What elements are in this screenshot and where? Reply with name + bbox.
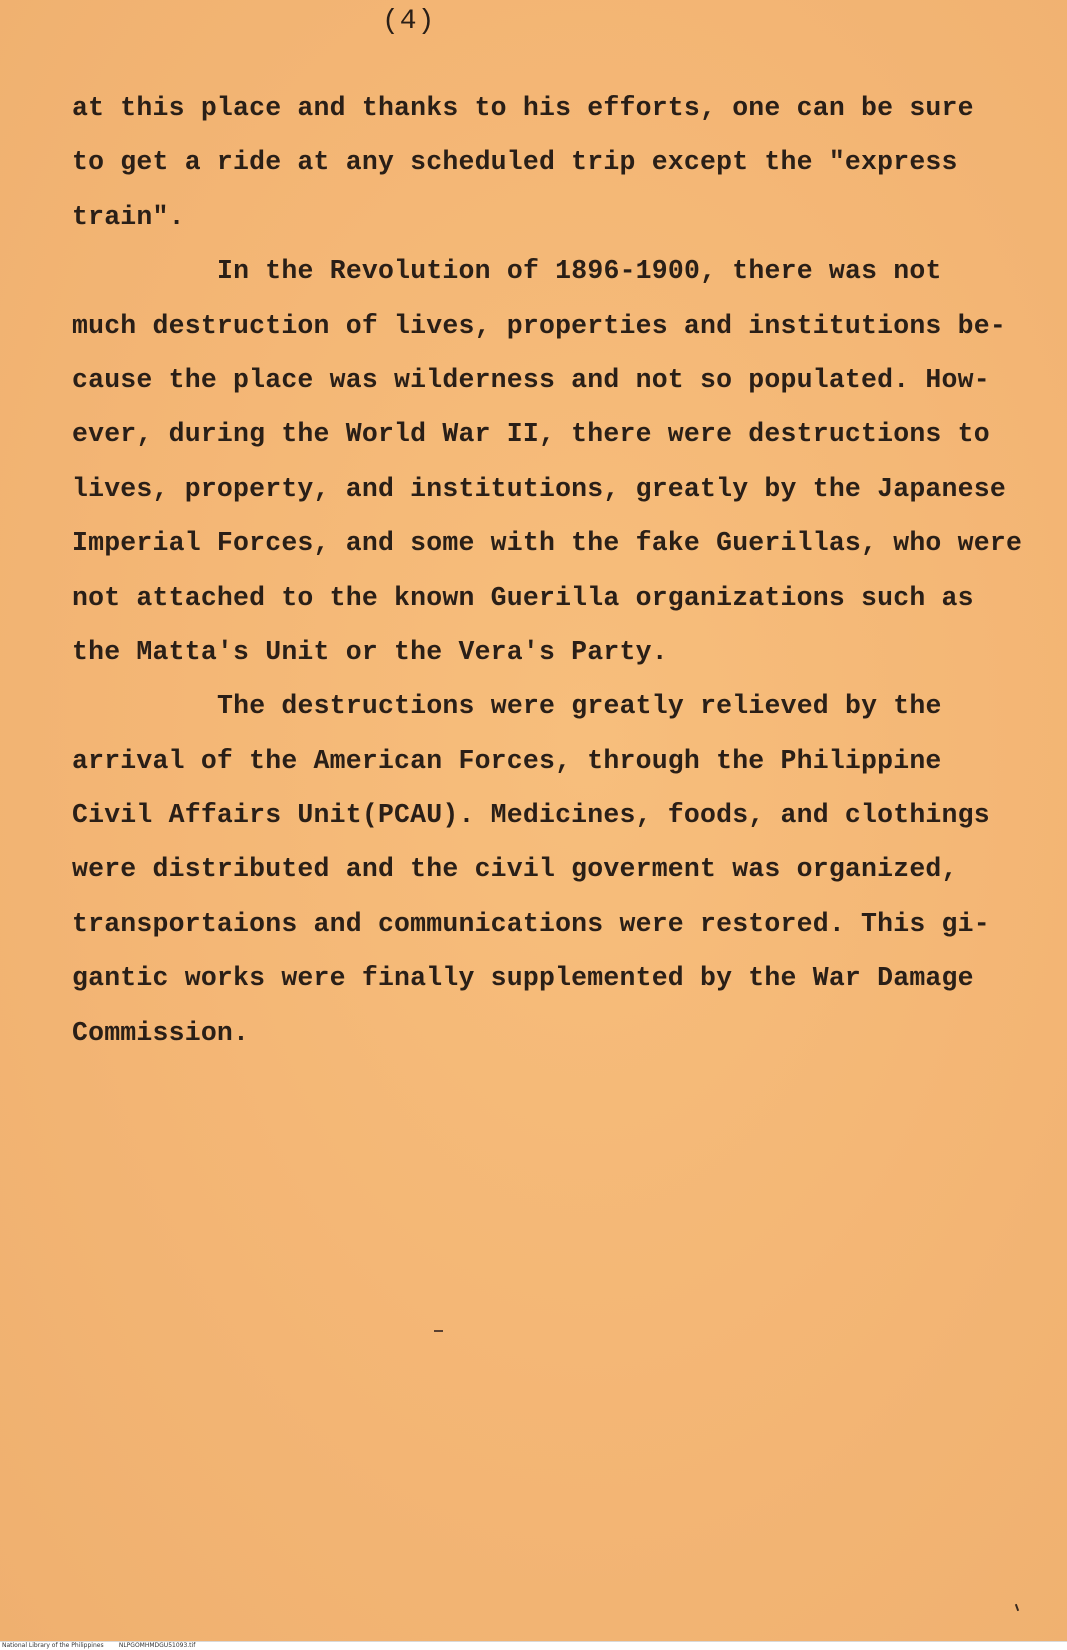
footer-caption	[2, 1642, 195, 1650]
text-line: the Matta's Unit or the Vera's Party.	[72, 636, 668, 667]
text-line: ever, during the World War II, there were destructions to	[72, 419, 990, 450]
text-line: cause the place was wilderness and not so populated. How-	[72, 364, 990, 395]
typed-body	[72, 81, 1032, 1060]
text-line: The destructions were greatly relieved by the	[217, 691, 942, 722]
text-line: In the Revolution of 1896-1900, there was not	[217, 256, 942, 287]
text-line: train".	[72, 201, 185, 232]
page-number: (4)	[382, 6, 436, 37]
text-line: Imperial Forces, and some with the fake Guerillas, who were	[72, 528, 1023, 559]
text-line: transportaions and communications were restored. This gi-	[72, 908, 990, 939]
text-line: not attached to the known Guerilla organizations such as	[72, 582, 974, 613]
stray-mark	[434, 1330, 443, 1332]
footer-archive: National Library of the Philippines	[2, 1642, 104, 1649]
text-line: were distributed and the civil goverment was organized,	[72, 854, 958, 885]
scan-footer	[0, 1641, 1067, 1650]
text-line: lives, property, and institutions, greatly by the Japanese	[72, 473, 1006, 504]
footer-file-id: NLPGOMHMDGU51093.tif	[118, 1642, 196, 1649]
text-line: arrival of the American Forces, through the Philippine	[72, 745, 942, 776]
text-line: to get a ride at any scheduled trip except the "express	[72, 147, 958, 178]
stray-mark	[1015, 1604, 1019, 1611]
text-line: much destruction of lives, properties and institutions be-	[72, 310, 1006, 341]
text-line: Civil Affairs Unit(PCAU). Medicines, foods, and clothings	[72, 800, 990, 831]
text-line: at this place and thanks to his efforts, one can be sure	[72, 93, 974, 123]
text-line: Commission.	[72, 1017, 250, 1048]
text-line: gantic works were finally supplemented by the War Damage	[72, 963, 974, 994]
